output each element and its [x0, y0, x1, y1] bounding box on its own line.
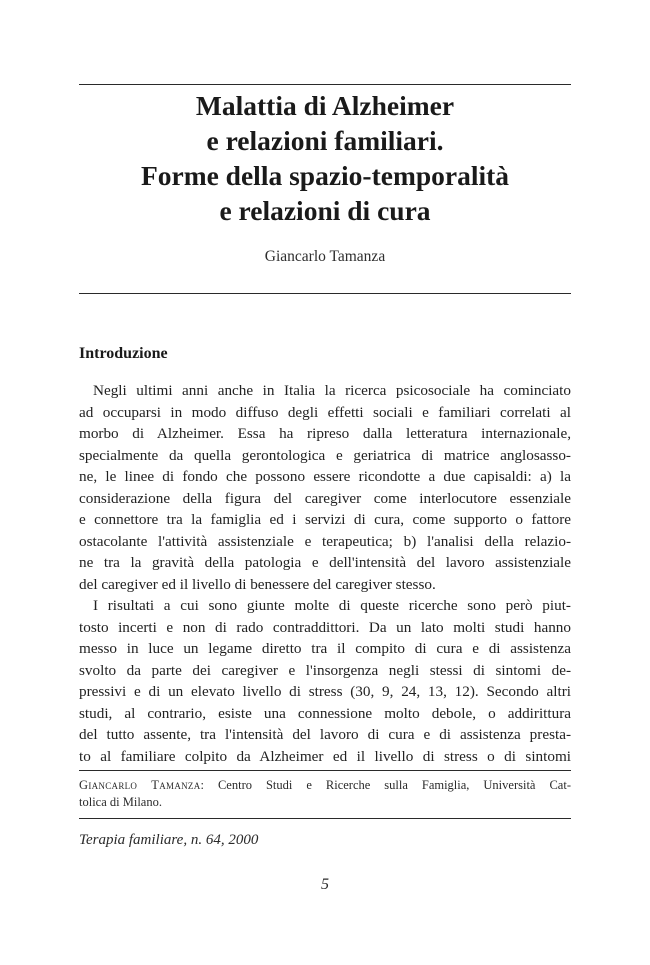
text-line: pressivi e di un elevato livello di stress (30, 9, 24, 13, 12). Secondo altri	[79, 683, 571, 700]
footnote-bottom-rule	[79, 818, 571, 819]
footnote-top-rule	[79, 770, 571, 771]
footnote-author: Giancarlo Tamanza	[79, 778, 201, 792]
footnote-line	[79, 777, 571, 794]
text-line: del tutto assente, tra l'intensità del lavoro di cura e di assistenza presta-	[79, 726, 571, 743]
text-line: e connettore tra la famiglia ed i servizi di cura, come supporto o fattore	[79, 511, 571, 528]
article-title	[60, 88, 590, 228]
title-bottom-rule	[79, 293, 571, 294]
journal-citation: Terapia familiare, n. 64, 2000	[79, 832, 259, 848]
text-line: messo in luce un legame diretto tra il compito di cura e di assistenza	[79, 640, 571, 657]
text-line: ostacolante l'attività assistenziale e terapeutica; b) l'analisi della relazio-	[79, 532, 571, 550]
title-line: Malattia di Alzheimer	[195, 90, 455, 121]
text-line: morbo di Alzheimer. Essa ha ripreso dalla letteratura internazionale,	[79, 425, 571, 442]
footnote-line: tolica di Milano.	[79, 795, 162, 809]
text-line: studi, al contrario, esiste una connessione molto debole, o addirittura	[79, 704, 571, 722]
text-line: svolto da parte dei caregiver e l'insorgenza negli stessi di sintomi de-	[79, 661, 571, 679]
text-line: tosto incerti e non di rado contraddittori. Da un lato molti studi hanno	[79, 618, 571, 636]
footnote-affiliation: : Centro Studi e Ricerche sulla Famiglia, Università Cat-	[200, 778, 571, 792]
text-line: I risultati a cui sono giunte molte di queste ricerche sono però piut-	[93, 597, 571, 614]
text-line: specialmente da quella gerontologica e geriatrica di matrice anglosasso-	[79, 446, 571, 464]
page-number: 5	[321, 876, 329, 893]
text-line: Negli ultimi anni anche in Italia la ricerca psicosociale ha cominciato	[93, 382, 571, 399]
text-line: ne tra la gravità della patologia e dell'intensità del lavoro assistenziale	[79, 554, 571, 571]
text-line: del caregiver ed il livello di benessere del caregiver stesso.	[79, 575, 436, 593]
title-line: e relazioni familiari.	[206, 125, 444, 156]
text-line: ne, le linee di fondo che possono essere ricondotte a due capisaldi: a) la	[79, 468, 571, 485]
body-text	[79, 380, 571, 767]
text-line: ad occuparsi in modo diffuso degli effetti sociali e familiari correlati al	[79, 403, 571, 421]
section-heading: Introduzione	[79, 345, 168, 362]
title-line: Forme della spazio-temporalità	[140, 160, 510, 191]
footnote	[79, 777, 571, 811]
text-line: to al familiare colpito da Alzheimer ed il livello di stress o di sintomi	[79, 747, 571, 765]
text-line: considerazione della figura del caregiver come interlocutore essenziale	[79, 489, 571, 507]
top-rule	[79, 84, 571, 85]
author-name: Giancarlo Tamanza	[264, 248, 386, 265]
title-line: e relazioni di cura	[219, 195, 431, 226]
